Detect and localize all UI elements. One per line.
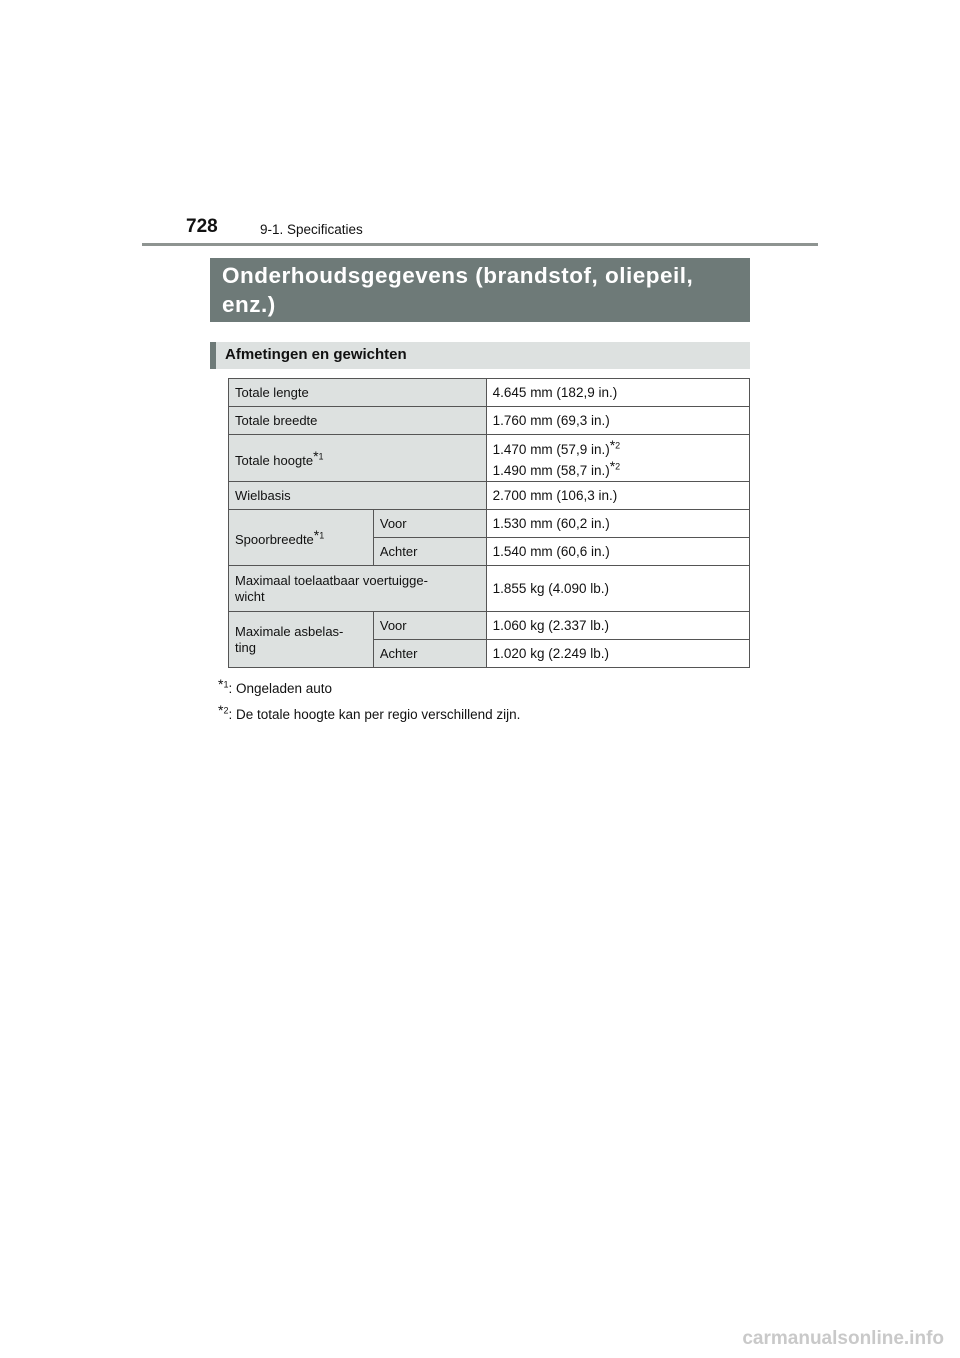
footnote-mark: * xyxy=(313,447,319,464)
axle-label-line1: Maximale asbelas- xyxy=(235,623,344,639)
width-label: Totale breedte xyxy=(229,407,487,435)
section-title: 9-1. Specificaties xyxy=(260,222,363,237)
wheelbase-label: Wielbasis xyxy=(229,482,487,510)
page-title: Onderhoudsgegevens (brandstof, oliepeil, enz.) xyxy=(210,258,750,322)
footnote-number: 2 xyxy=(615,440,621,451)
height-value-1: 1.470 mm (57,9 in.) xyxy=(492,442,610,457)
table-row xyxy=(229,612,750,640)
axle-rear-value: 1.020 kg (2.249 lb.) xyxy=(486,640,749,668)
footnote-1-text: : Ongeladen auto xyxy=(228,681,333,696)
footnote-mark: * xyxy=(609,437,616,453)
footnote-2 xyxy=(218,702,520,722)
footnote-1 xyxy=(218,676,332,696)
footnote-2-text: : De totale hoogte kan per regio verschillend zijn. xyxy=(228,707,521,722)
track-label: Spoorbreedte xyxy=(235,532,314,547)
track-front-value: 1.530 mm (60,2 in.) xyxy=(486,510,749,538)
table-row xyxy=(229,510,750,538)
footnote-number: 2 xyxy=(615,461,621,472)
page-number: 728 xyxy=(186,216,218,237)
dimensions-table xyxy=(228,378,750,668)
footnote-number: 1 xyxy=(318,451,324,462)
height-label: Totale hoogte xyxy=(235,452,314,468)
footnote-mark: * xyxy=(218,676,224,692)
footnote-mark: * xyxy=(218,702,224,718)
gvw-label-line2: wicht xyxy=(235,588,265,604)
height-value-2: 1.490 mm (58,7 in.) xyxy=(492,463,610,478)
track-front-label: Voor xyxy=(373,510,486,538)
length-value: 4.645 mm (182,9 in.) xyxy=(486,379,749,407)
gvw-label-line1: Maximaal toelaatbaar voertuigge- xyxy=(235,572,428,588)
axle-rear-label: Achter xyxy=(373,640,486,668)
table-row xyxy=(229,407,750,435)
axle-label-line2: ting xyxy=(235,639,256,655)
wheelbase-value: 2.700 mm (106,3 in.) xyxy=(486,482,749,510)
subsection-title: Afmetingen en gewichten xyxy=(210,342,750,369)
track-rear-label: Achter xyxy=(373,538,486,566)
height-label-cell xyxy=(229,435,487,482)
footnote-mark: * xyxy=(313,527,320,543)
footnote-number: 1 xyxy=(319,530,325,541)
table-row xyxy=(229,435,750,482)
footnote-number: 1 xyxy=(223,679,229,690)
axle-front-label: Voor xyxy=(373,612,486,640)
watermark-logo: carmanualsonline.info xyxy=(742,1328,944,1349)
length-label: Totale lengte xyxy=(229,379,487,407)
table-row xyxy=(229,379,750,407)
table-row xyxy=(229,482,750,510)
footnote-number: 2 xyxy=(223,705,229,716)
gvw-label-cell xyxy=(229,566,487,612)
footnote-mark: * xyxy=(609,458,616,474)
height-value-cell xyxy=(486,435,749,482)
track-label-cell xyxy=(229,510,374,566)
gvw-value: 1.855 kg (4.090 lb.) xyxy=(486,566,749,612)
table-row xyxy=(229,566,750,612)
width-value: 1.760 mm (69,3 in.) xyxy=(486,407,749,435)
track-rear-value: 1.540 mm (60,6 in.) xyxy=(486,538,749,566)
axle-label-cell xyxy=(229,612,374,668)
axle-front-value: 1.060 kg (2.337 lb.) xyxy=(486,612,749,640)
header-rule xyxy=(142,243,818,246)
